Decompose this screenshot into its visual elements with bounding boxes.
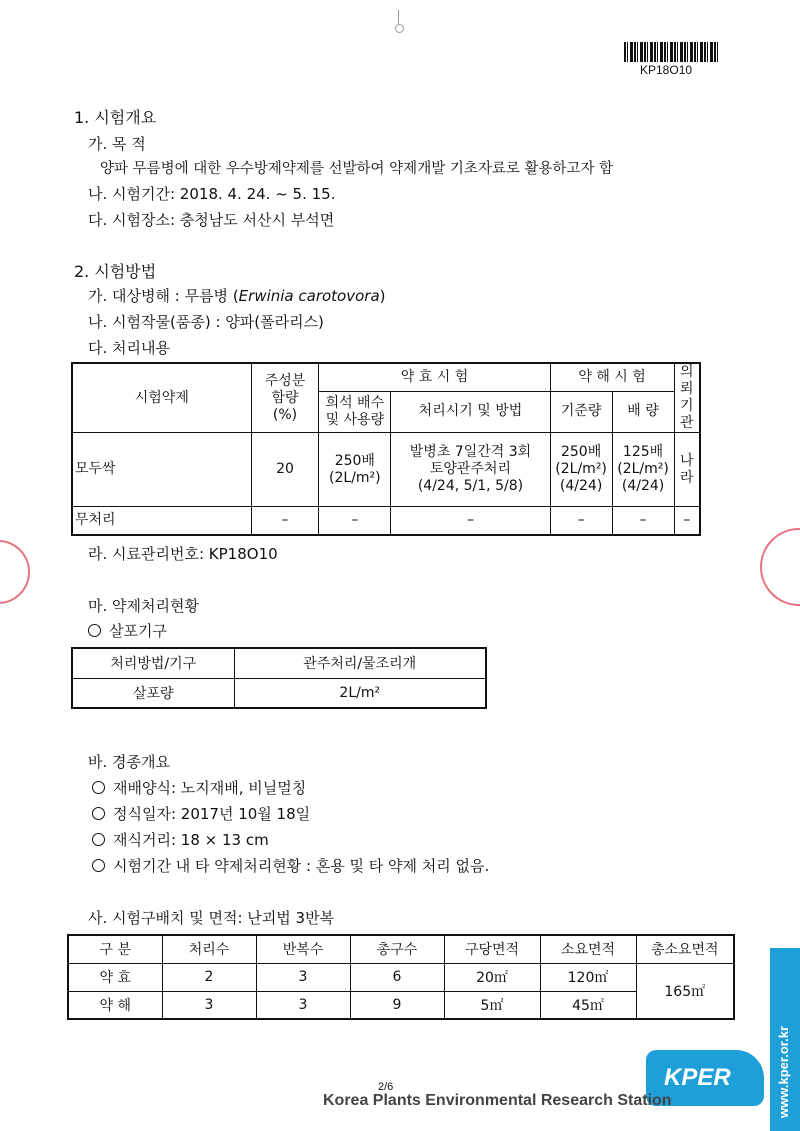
target-pest-prefix: 가. 대상병해 : 무름병 ( xyxy=(88,287,239,305)
header-content xyxy=(251,363,319,433)
purpose-text: 양파 무름병에 대한 우수방제약제를 선발하여 약제개발 기초자료로 활용하고자 함 xyxy=(100,161,614,177)
cell-timing: – xyxy=(391,507,550,535)
cell-division: 약 효 xyxy=(68,963,162,991)
header-content-line2: 함량 xyxy=(271,389,299,406)
page-number: 2/6 xyxy=(378,1081,394,1093)
cell-name: 무처리 xyxy=(72,507,251,535)
header-total-plots: 총구수 xyxy=(350,935,444,963)
treatment-table xyxy=(71,362,701,536)
header-division: 구 분 xyxy=(68,935,162,963)
cell-replicates: 3 xyxy=(256,991,350,1019)
top-mark-circle xyxy=(395,24,404,33)
seal-stamp-left xyxy=(0,540,30,604)
list-item-text: 정식일자: 2017년 10월 18일 xyxy=(113,805,311,823)
doc-code: KP18O10 xyxy=(640,63,693,77)
header-standard: 기준량 xyxy=(550,391,612,432)
list-item-text: 재배양식: 노지재배, 비닐멀칭 xyxy=(113,779,307,797)
section2-title: 2. 시험방법 xyxy=(74,262,157,281)
cell-treatments: 3 xyxy=(162,991,256,1019)
target-pest-latin: Erwinia carotovora xyxy=(238,287,380,305)
cell-timing-line2: 토양관주처리 xyxy=(429,461,512,477)
header-timing: 처리시기 및 방법 xyxy=(391,391,550,432)
header-treatments: 처리수 xyxy=(162,935,256,963)
cell-total-plots: 9 xyxy=(350,991,444,1019)
purpose-heading: 가. 목 적 xyxy=(88,135,146,153)
cell-total-required-area: 165㎡ xyxy=(636,963,734,1019)
header-content-line1: 주성분 xyxy=(264,372,306,389)
kper-logo-text: KPER xyxy=(664,1064,731,1091)
header-chemical: 시험약제 xyxy=(72,363,251,433)
cell-standard: – xyxy=(550,507,612,535)
header-content-line3: (%) xyxy=(272,406,298,423)
test-period: 나. 시험기간: 2018. 4. 24. ~ 5. 15. xyxy=(88,185,336,203)
plot-table xyxy=(67,934,735,1020)
cell-plot-area: 20㎡ xyxy=(444,963,540,991)
test-location: 다. 시험장소: 충청남도 서산시 부석면 xyxy=(88,211,335,229)
cell-name: 모두싹 xyxy=(72,433,251,507)
cell-dilution-line1: 250배 xyxy=(334,452,375,469)
list-item xyxy=(92,829,269,850)
barcode xyxy=(624,42,720,62)
list-item-text: 재식거리: 18 × 13 cm xyxy=(113,831,269,849)
cell-replicates: 3 xyxy=(256,963,350,991)
header-agency-line2: 기관 xyxy=(679,398,694,431)
cell-plot-area: 5㎡ xyxy=(444,991,540,1019)
sprayer-heading xyxy=(88,620,167,641)
header-dilution xyxy=(319,391,391,432)
list-item xyxy=(92,777,306,798)
circle-bullet-icon xyxy=(92,833,105,846)
cell-agency: – xyxy=(674,507,700,535)
header-double: 배 량 xyxy=(612,391,674,432)
cell-double xyxy=(612,433,674,507)
cell-standard-line2: (2L/m²) xyxy=(555,461,607,477)
website-sidebar xyxy=(770,948,800,1131)
table-row xyxy=(72,433,700,507)
header-dilution-line2: 및 사용량 xyxy=(325,411,385,428)
cell-double-line2: (2L/m²) xyxy=(617,461,669,477)
circle-bullet-icon xyxy=(92,859,105,872)
cell-required-area: 120㎡ xyxy=(540,963,636,991)
cell-double: – xyxy=(612,507,674,535)
cell-content: – xyxy=(251,507,319,535)
sample-number: 라. 시료관리번호: KP18O10 xyxy=(88,545,278,563)
header-replicates: 반복수 xyxy=(256,935,350,963)
method-label: 처리방법/기구 xyxy=(72,648,234,678)
header-phytotoxicity: 약 해 시 험 xyxy=(550,363,674,391)
cell-standard-line3: (4/24) xyxy=(559,478,603,494)
cell-treatments: 2 xyxy=(162,963,256,991)
spray-amount-label: 살포량 xyxy=(72,678,234,708)
spray-amount-value: 2L/m² xyxy=(234,678,486,708)
circle-bullet-icon xyxy=(92,807,105,820)
sprayer-heading-label: 살포기구 xyxy=(109,622,167,640)
cell-double-line1: 125배 xyxy=(622,444,664,460)
top-mark xyxy=(398,10,399,24)
list-item xyxy=(92,855,489,876)
header-agency-line1: 의뢰 xyxy=(679,364,694,397)
table-row xyxy=(68,963,734,991)
cell-dilution-line2: (2L/m²) xyxy=(329,469,381,486)
website-text: www.kper.or.kr xyxy=(776,1025,791,1118)
cell-agency: 나라 xyxy=(674,433,700,507)
cell-total-plots: 6 xyxy=(350,963,444,991)
table-row xyxy=(72,507,700,535)
cell-double-line3: (4/24) xyxy=(621,478,665,494)
method-value: 관주처리/물조리개 xyxy=(234,648,486,678)
cell-timing-line3: (4/24, 5/1, 5/8) xyxy=(417,478,524,494)
sprayer-table xyxy=(71,647,487,709)
header-efficacy: 약 효 시 험 xyxy=(319,363,550,391)
test-crop: 나. 시험작물(품종) : 양파(폴라리스) xyxy=(88,313,324,331)
chemical-treatment-title: 마. 약제처리현황 xyxy=(88,597,199,615)
header-plot-area: 구당면적 xyxy=(444,935,540,963)
table-row xyxy=(68,991,734,1019)
treatment-heading: 다. 처리내용 xyxy=(88,339,170,357)
station-name: Korea Plants Environmental Research Station xyxy=(323,1092,672,1109)
target-pest-suffix: ) xyxy=(379,287,386,305)
header-agency xyxy=(674,363,700,433)
cultivation-title: 바. 경종개요 xyxy=(88,753,170,771)
cell-required-area: 45㎡ xyxy=(540,991,636,1019)
cell-content: 20 xyxy=(251,433,319,507)
cell-division: 약 해 xyxy=(68,991,162,1019)
cell-dilution: – xyxy=(319,507,391,535)
seal-stamp-right xyxy=(760,528,800,606)
cell-timing xyxy=(391,433,550,507)
header-required-area: 소요면적 xyxy=(540,935,636,963)
header-total-required-area: 총소요면적 xyxy=(636,935,734,963)
list-item-text: 시험기간 내 타 약제처리현황 : 혼용 및 타 약제 처리 없음. xyxy=(113,857,490,875)
cell-standard-line1: 250배 xyxy=(560,444,602,460)
circle-bullet-icon xyxy=(88,624,101,637)
plot-layout-title: 사. 시험구배치 및 면적: 난괴법 3반복 xyxy=(88,909,335,927)
list-item xyxy=(92,803,310,824)
circle-bullet-icon xyxy=(92,781,105,794)
cell-dilution xyxy=(319,433,391,507)
section1-title: 1. 시험개요 xyxy=(74,108,157,127)
header-dilution-line1: 희석 배수 xyxy=(325,394,385,411)
cell-standard xyxy=(550,433,612,507)
target-pest xyxy=(88,285,386,306)
cell-timing-line1: 발병초 7일간격 3회 xyxy=(409,444,532,460)
